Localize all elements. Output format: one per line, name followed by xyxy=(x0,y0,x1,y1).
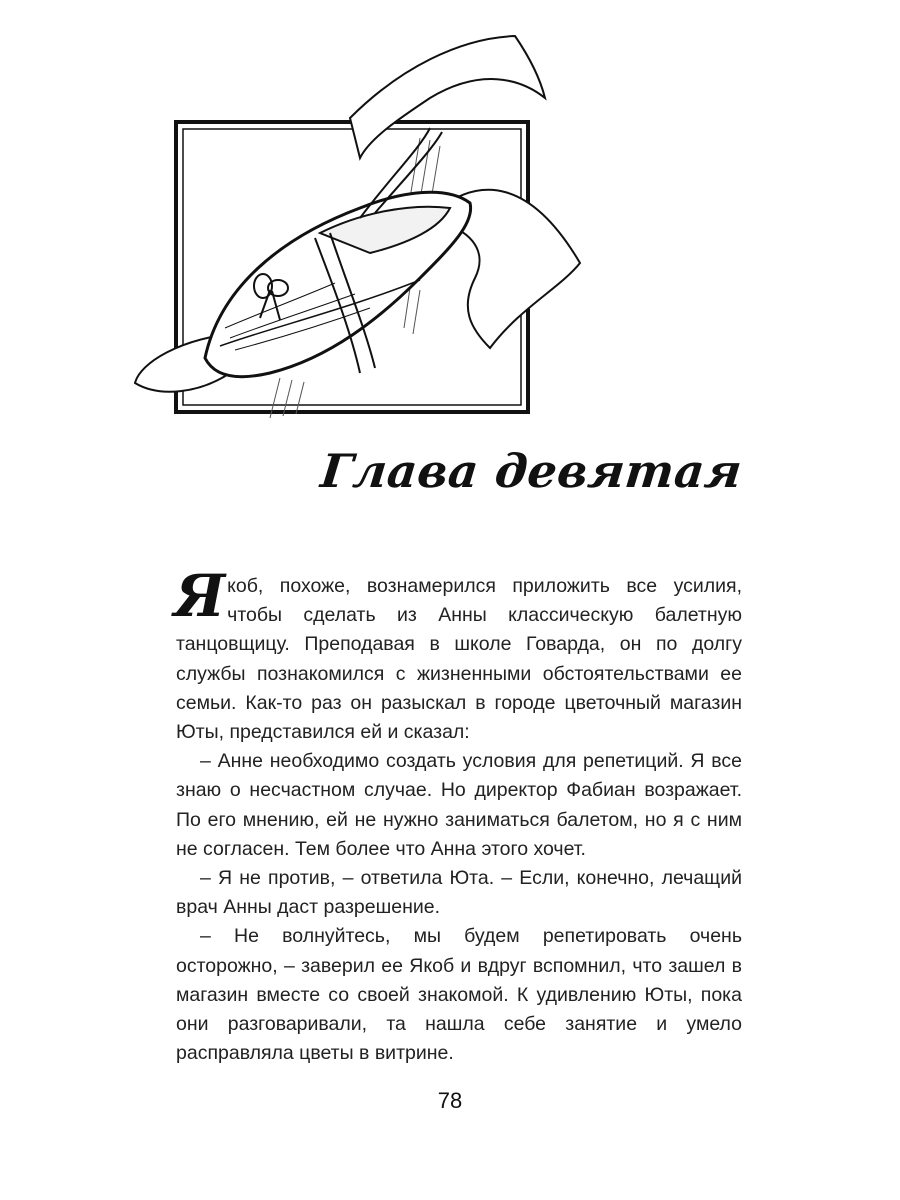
ballet-shoe-illustration xyxy=(120,28,600,428)
chapter-title: Глава девятая xyxy=(318,444,745,498)
paragraph: – Не волнуйтесь, мы будем репетировать очень осторожно, – заверил ее Якоб и вдруг вспомнил, что зашел в магазин вместе со своей знакомой. К удивлению Юты, пока они разговаривали, та нашла себе занятие и умело расправляла цветы в витрине. xyxy=(176,925,742,1065)
paragraph: – Я не против, – ответила Юта. – Если, конечно, лечащий врач Анны даст разрешение. xyxy=(176,867,742,919)
paragraph: – Анне необходимо создать условия для репетиций. Я все знаю о несчастном случае. Но директор Фабиан возражает. По его мнению, ей не нужно заниматься балетом, но я с ним не согласен. Тем более что Анна этого хочет. xyxy=(176,750,742,860)
drop-cap: Я xyxy=(174,562,226,630)
paragraph: Якоб, похоже, вознамерился приложить все усилия, чтобы сделать из Анны классическую балетную танцовщицу. Преподавая в школе Говарда, он по долгу службы познакомился с жизненными обстоятельствами ее семьи. Как-то раз он разыскал в городе цветочный магазин Юты, представился ей и сказал: xyxy=(174,562,742,744)
body-text xyxy=(174,562,742,1068)
ballet-shoe-icon xyxy=(120,28,600,428)
page-number: 78 xyxy=(437,1088,463,1113)
